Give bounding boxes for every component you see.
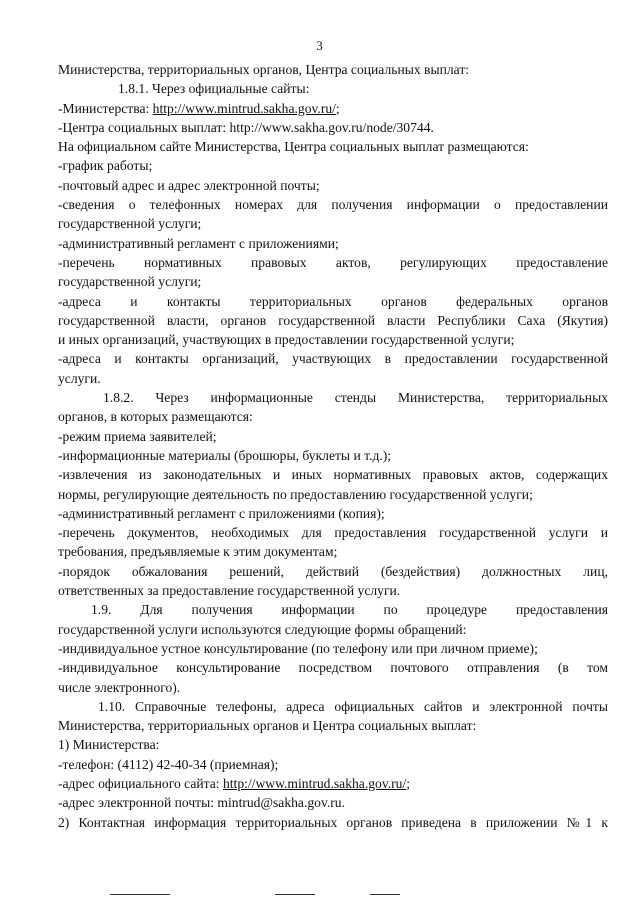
- text-line: -адреса и контакты организаций, участвующих в предоставлении государственной: [58, 351, 608, 367]
- text-line: -перечень документов, необходимых для предоставления государственной услуги и: [58, 525, 608, 541]
- text-line: 1.10. Справочные телефоны, адреса официальных сайтов и электронной почты: [98, 698, 608, 714]
- text-line: Министерства, территориальных органов и Центра социальных выплат:: [58, 718, 477, 734]
- text-line: -режим приема заявителей;: [58, 428, 217, 444]
- text-line: На официальном сайте Министерства, Центра социальных выплат размещаются:: [58, 139, 529, 155]
- document-body: [58, 60, 608, 832]
- text-line: 1) Министерства:: [58, 737, 160, 753]
- text-line: 1.8.1. Через официальные сайты:: [118, 81, 310, 97]
- text-line: -извлечения из законодательных и иных нормативных правовых актов, содержащих: [58, 467, 608, 483]
- footer-rule: [275, 894, 315, 895]
- website-link[interactable]: http://www.mintrud.sakha.gov.ru/: [152, 100, 336, 116]
- text-line: Министерства, территориальных органов, Центра социальных выплат:: [58, 62, 470, 77]
- line-suffix: ;: [406, 775, 411, 791]
- text-line: -индивидуальное консультирование посредством почтового отправления (в том: [58, 660, 608, 676]
- text-line: государственной услуги используются следующие формы обращений:: [58, 621, 467, 637]
- text-line: -административный регламент с приложениями;: [58, 235, 339, 251]
- text-line: -телефон: (4112) 42-40-34 (приемная);: [58, 756, 279, 772]
- text-line: [58, 774, 608, 793]
- text-line: государственной услуги;: [58, 216, 202, 232]
- text-line: -Центра социальных выплат: http://www.sakha.gov.ru/node/30744.: [58, 119, 434, 135]
- text-line: -административный регламент с приложениями (копия);: [58, 505, 385, 521]
- line-prefix: -Министерства:: [58, 100, 153, 116]
- text-line: услуги.: [58, 370, 101, 386]
- text-line: -сведения о телефонных номерах для получения информации о предоставлении: [58, 197, 608, 213]
- text-line: -адрес электронной почты: mintrud@sakha.gov.ru.: [58, 795, 345, 811]
- line-suffix: ;: [335, 100, 340, 116]
- text-line: государственной услуги;: [58, 274, 202, 290]
- text-line: государственной власти, органов государственной власти Республики Саха (Якутия): [58, 312, 608, 328]
- text-line: -адреса и контакты территориальных органов федеральных органов: [58, 293, 608, 309]
- text-line: требования, предъявляемые к этим документам;: [58, 544, 338, 560]
- text-line: -индивидуальное устное консультирование (по телефону или при личном приеме);: [58, 640, 538, 656]
- text-line: 2) Контактная информация территориальных органов приведена в приложении №1 к: [58, 814, 608, 830]
- text-line: -почтовый адрес и адрес электронной почты;: [58, 177, 320, 193]
- text-line: ответственных за предоставление государственной услуги.: [58, 583, 401, 599]
- text-line: [58, 99, 608, 118]
- footer-rule: [370, 894, 400, 895]
- text-line: 1.9. Для получения информации по процедуре предоставления: [91, 602, 608, 618]
- text-line: 1.8.2. Через информационные стенды Министерства, территориальных: [103, 390, 608, 406]
- footer-rule: [110, 894, 170, 895]
- text-line: -информационные материалы (брошюры, буклеты и т.д.);: [58, 447, 392, 463]
- text-line: -график работы;: [58, 158, 153, 174]
- text-line: -перечень нормативных правовых актов, регулирующих предоставление: [58, 254, 608, 270]
- text-line: числе электронного).: [58, 679, 181, 695]
- website-link[interactable]: http://www.mintrud.sakha.gov.ru/: [222, 775, 407, 791]
- text-line: органов, в которых размещаются:: [58, 409, 253, 425]
- text-line: и иных организаций, участвующих в предоставлении государственной услуги;: [58, 332, 515, 348]
- text-line: нормы, регулирующие деятельность по предоставлению государственной услуги;: [58, 486, 533, 502]
- line-prefix: -адрес официального сайта:: [58, 775, 223, 791]
- page-number: 3: [316, 38, 323, 53]
- text-line: -порядок обжалования решений, действий (бездействия) должностных лиц,: [58, 563, 608, 579]
